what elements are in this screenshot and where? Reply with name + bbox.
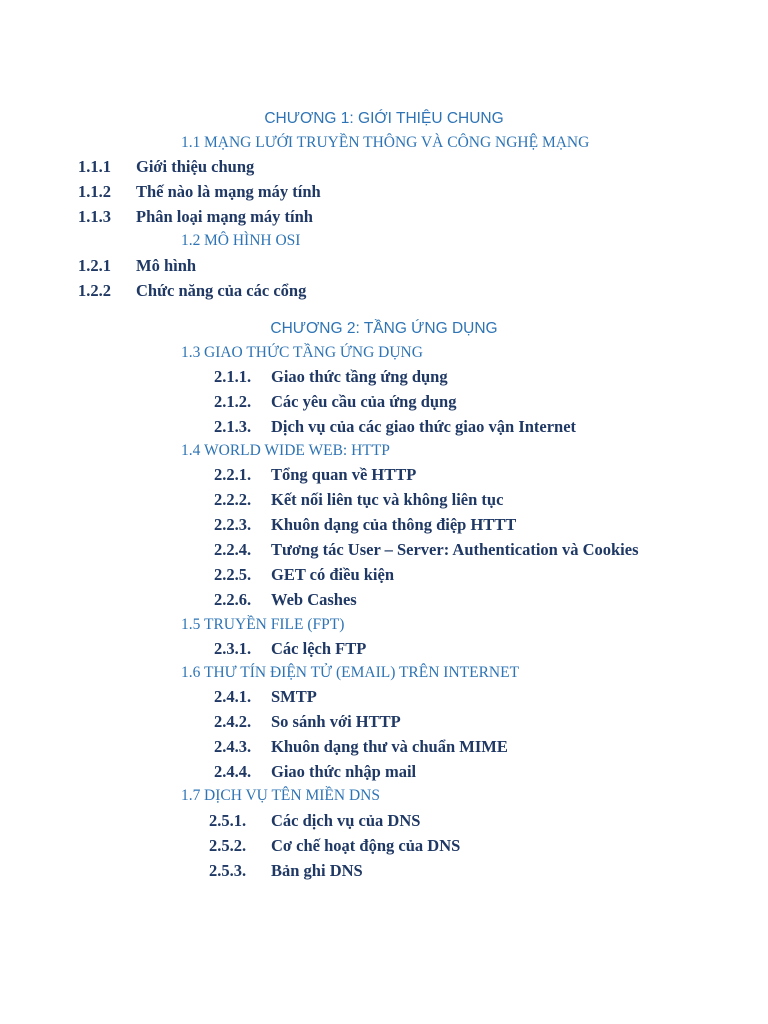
toc-item: [214, 764, 416, 781]
toc-item: [214, 369, 448, 386]
toc-item-text: Bản ghi DNS: [271, 861, 363, 880]
toc-item-number: 2.2.3.: [214, 515, 252, 534]
section-title: MẠNG LƯỚI TRUYỀN THÔNG VÀ CÔNG NGHỆ MẠNG: [204, 134, 590, 151]
toc-item: [214, 567, 394, 584]
toc-item: [78, 209, 313, 226]
toc-item-number: 1.2.2: [78, 281, 111, 300]
toc-item: [209, 838, 460, 855]
toc-item-text: Tổng quan về HTTP: [271, 465, 417, 484]
toc-item-number: 2.2.5.: [214, 565, 252, 584]
chapter-1-title: CHƯƠNG 1: GIỚI THIỆU CHUNG: [264, 110, 504, 127]
toc-item-text: Giao thức nhập mail: [271, 762, 417, 781]
toc-item: [78, 159, 254, 176]
toc-item: [78, 258, 196, 275]
section-title: WORLD WIDE WEB: HTTP: [204, 442, 390, 459]
toc-item-text: Phân loại mạng máy tính: [136, 207, 313, 226]
section-number: 1.4: [181, 442, 201, 459]
section-title: MÔ HÌNH OSI: [204, 232, 301, 249]
toc-item: [214, 714, 401, 731]
section-1-3: [181, 345, 423, 361]
toc-item-text: Khuôn dạng của thông điệp HTTT: [271, 515, 517, 534]
toc-item-text: SMTP: [271, 687, 317, 706]
section-title: DỊCH VỤ TÊN MIỀN DNS: [204, 787, 380, 804]
toc-item: [78, 184, 321, 201]
toc-item: [214, 542, 639, 559]
section-number: 1.2: [181, 232, 201, 249]
toc-item-number: 1.2.1: [78, 256, 111, 275]
toc-item-text: Các lệch FTP: [271, 639, 367, 658]
toc-item: [214, 592, 357, 609]
toc-item-number: 2.1.2.: [214, 392, 252, 411]
section-1-4: [181, 443, 390, 459]
toc-item: [214, 394, 456, 411]
toc-item-text: So sánh với HTTP: [271, 712, 401, 731]
section-title: TRUYỀN FILE (FPT): [204, 616, 345, 633]
section-number: 1.6: [181, 664, 201, 681]
toc-item: [209, 863, 363, 880]
section-title: THƯ TÍN ĐIỆN TỬ (EMAIL) TRÊN INTERNET: [204, 664, 520, 681]
toc-item-number: 2.4.3.: [214, 737, 252, 756]
toc-item: [214, 739, 508, 756]
section-1-2: [181, 233, 300, 249]
toc-item-number: 2.1.1.: [214, 367, 252, 386]
toc-item-number: 1.1.3: [78, 207, 111, 226]
toc-item-number: 2.2.6.: [214, 590, 252, 609]
toc-item-number: 2.3.1.: [214, 639, 252, 658]
chapter-2-title: CHƯƠNG 2: TẦNG ỨNG DỤNG: [270, 320, 498, 337]
section-number: 1.3: [181, 344, 201, 361]
toc-item-number: 2.2.1.: [214, 465, 252, 484]
section-number: 1.1: [181, 134, 201, 151]
toc-item-number: 2.5.3.: [209, 861, 247, 880]
section-number: 1.7: [181, 787, 201, 804]
toc-item: [209, 813, 420, 830]
section-1-1: [181, 135, 589, 151]
toc-item-number: 2.2.2.: [214, 490, 252, 509]
toc-item-number: 2.5.2.: [209, 836, 247, 855]
toc-item-number: 2.4.1.: [214, 687, 252, 706]
toc-item: [78, 283, 306, 300]
toc-item-number: 1.1.2: [78, 182, 111, 201]
toc-item-text: Thế nào là mạng máy tính: [136, 182, 321, 201]
toc-item-number: 2.2.4.: [214, 540, 252, 559]
toc-item-text: Web Cashes: [271, 590, 357, 609]
toc-item-text: Dịch vụ của các giao thức giao vận Internet: [271, 417, 577, 436]
section-title: GIAO THỨC TẦNG ỨNG DỤNG: [204, 344, 423, 361]
toc-item-number: 2.5.1.: [209, 811, 247, 830]
section-1-6: [181, 665, 519, 681]
toc-item-number: 2.1.3.: [214, 417, 252, 436]
toc-item-text: Khuôn dạng thư và chuẩn MIME: [271, 737, 508, 756]
section-1-7: [181, 788, 380, 804]
toc-item-number: 2.4.2.: [214, 712, 252, 731]
toc-item-text: Giao thức tầng ứng dụng: [271, 367, 448, 386]
toc-item: [214, 641, 366, 658]
toc-item-text: Các yêu cầu của ứng dụng: [271, 392, 457, 411]
toc-item-text: Mô hình: [136, 256, 197, 275]
toc-item-text: Cơ chế hoạt động của DNS: [271, 836, 461, 855]
toc-item: [214, 689, 317, 706]
section-number: 1.5: [181, 616, 201, 633]
toc-item-text: Giới thiệu chung: [136, 157, 255, 176]
toc-item-number: 1.1.1: [78, 157, 111, 176]
toc-item-text: Tương tác User – Server: Authentication và Cookies: [271, 540, 639, 559]
toc-item: [214, 419, 576, 436]
toc-item: [214, 467, 416, 484]
section-1-5: [181, 617, 344, 633]
toc-item-text: GET có điều kiện: [271, 565, 395, 584]
toc-item: [214, 492, 503, 509]
toc-item-number: 2.4.4.: [214, 762, 252, 781]
toc-item: [214, 517, 516, 534]
toc-item-text: Chức năng của các cổng: [136, 281, 307, 300]
toc-item-text: Kết nối liên tục và không liên tục: [271, 490, 504, 509]
toc-item-text: Các dịch vụ của DNS: [271, 811, 421, 830]
